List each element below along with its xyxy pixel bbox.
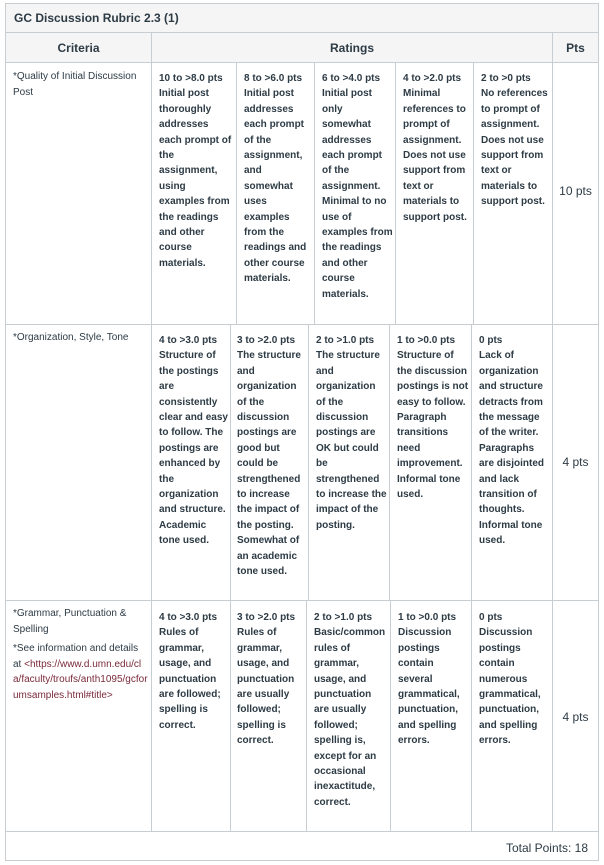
row-divider [6, 324, 598, 325]
rating-cell[interactable] [398, 610, 471, 749]
rating-description: Structure of the discussion postings is not easy to follow. Paragraph transitions need improvement. Informal tone used. [397, 350, 469, 501]
criterion-description: *Quality of Initial Discussion Post [13, 71, 137, 98]
rating-points: 0 pts [479, 335, 503, 346]
rating-points: 4 to >3.0 pts [159, 335, 218, 346]
rating-points: 3 to >2.0 pts [237, 612, 296, 623]
rating-description: The structure and organization of the discussion postings are OK but could be strengthened to increase the impact of the posting. [316, 350, 387, 531]
rating-description: Rules of grammar, usage, and punctuation are followed; spelling is correct. [159, 627, 221, 731]
rubric-table [5, 3, 599, 861]
rating-divider [390, 601, 391, 831]
rating-points: 1 to >0.0 pts [397, 335, 456, 346]
rating-description: Structure of the postings are consistently clear and easy to follow. The postings are enhanced by the organization and structure. Academic tone used. [159, 350, 228, 547]
rating-divider [308, 325, 309, 600]
rating-cell[interactable] [159, 333, 230, 549]
rating-divider [306, 601, 307, 831]
rating-cell[interactable] [237, 610, 306, 749]
rating-description: Basic/common rules of grammar, usage, and punctuation are usually followed; spelling is, except for an occasional inexactitude, correct. [314, 627, 386, 808]
details-link[interactable]: <https://www.d.umn.edu/cla/faculty/troufs/anth1095/gcforumsamples.html#title> [13, 658, 148, 701]
criterion-points: 4 pts [562, 710, 589, 724]
rating-points: 10 to >8.0 pts [159, 73, 223, 84]
rating-points: 4 to >3.0 pts [159, 612, 218, 623]
rating-cell[interactable] [237, 333, 308, 580]
rating-points: 8 to >6.0 pts [244, 73, 303, 84]
criterion-points: 10 pts [559, 184, 592, 198]
rating-divider [471, 325, 472, 600]
rating-description: Minimal references to prompt of assignment. Does not use support from text or materials to support post. [403, 88, 467, 223]
rating-divider [473, 63, 474, 324]
criterion-points: 4 pts [562, 455, 589, 469]
rating-description: Discussion postings contain numerous grammatical, punctuation, and spelling errors. [479, 627, 541, 747]
header-ratings: Ratings [151, 33, 553, 63]
rating-points: 2 to >1.0 pts [314, 612, 373, 623]
rating-divider [230, 325, 231, 600]
rating-cell[interactable] [244, 71, 314, 287]
rating-description: Discussion postings contain several grammatical, punctuation, and spelling errors. [398, 627, 460, 747]
rating-divider [236, 63, 237, 324]
rating-points: 0 pts [479, 612, 503, 623]
rating-points: 2 to >0 pts [481, 73, 531, 84]
rating-cell[interactable] [479, 610, 551, 749]
rating-cell[interactable] [397, 333, 471, 502]
rating-cell[interactable] [159, 610, 230, 733]
rating-divider [389, 325, 390, 600]
rating-cell[interactable] [403, 71, 473, 225]
rating-points: 6 to >4.0 pts [322, 73, 381, 84]
rating-cell[interactable] [479, 333, 551, 549]
rating-description: Initial post addresses each prompt of the assignment, and somewhat uses examples from the readings and other course materials. [244, 88, 307, 285]
rating-points: 1 to >0.0 pts [398, 612, 457, 623]
rating-description: Initial post only somewhat addresses each prompt of the assignment. Minimal to no use of examples from the readings and other course materials. [322, 88, 393, 300]
rating-points: 3 to >2.0 pts [237, 335, 296, 346]
rating-cell[interactable] [316, 333, 389, 533]
criterion-long-description: *See information and details at <https://www.d.umn.edu/cla/faculty/troufs/anth1095/gcforumsamples.html#title> [13, 643, 148, 701]
header-criteria: Criteria [6, 33, 151, 63]
rating-cell[interactable] [314, 610, 390, 810]
criterion-description: *Organization, Style, Tone [13, 332, 129, 343]
rating-divider [314, 63, 315, 324]
rating-divider [471, 601, 472, 831]
rating-cell[interactable] [322, 71, 395, 302]
rating-description: Lack of organization and structure detracts from the message of the writer. Paragraphs are disjointed and lack transition of thoughts. Informal tone used. [479, 350, 545, 547]
rating-points: 4 to >2.0 pts [403, 73, 462, 84]
row-divider [6, 831, 598, 832]
header-pts: Pts [553, 33, 598, 63]
rating-divider [395, 63, 396, 324]
rating-description: No references to prompt of assignment. Does not use support from text or materials to support post. [481, 88, 548, 208]
rubric-title: GC Discussion Rubric 2.3 (1) [6, 4, 598, 33]
rating-description: Initial post thoroughly addresses each prompt of the assignment, using examples from the readings and other course materials. [159, 88, 232, 269]
rating-description: Rules of grammar, usage, and punctuation are usually followed; spelling is correct. [237, 627, 295, 747]
rating-points: 2 to >1.0 pts [316, 335, 375, 346]
rating-cell[interactable] [481, 71, 551, 210]
rating-divider [230, 601, 231, 831]
column-divider [151, 33, 152, 831]
rating-description: The structure and organization of the discussion postings are good but could be strengthened to increase the impact of the posting. Somewhat of an academic tone used. [237, 350, 301, 578]
total-points: Total Points: 18 [505, 841, 588, 855]
criterion-description: *Grammar, Punctuation & Spelling *See information and details at <https://www.d.umn.edu/cla/faculty/troufs/anth1095/gcforumsamples.html#title> [13, 606, 149, 703]
rating-cell[interactable] [159, 71, 236, 271]
row-divider [6, 600, 598, 601]
